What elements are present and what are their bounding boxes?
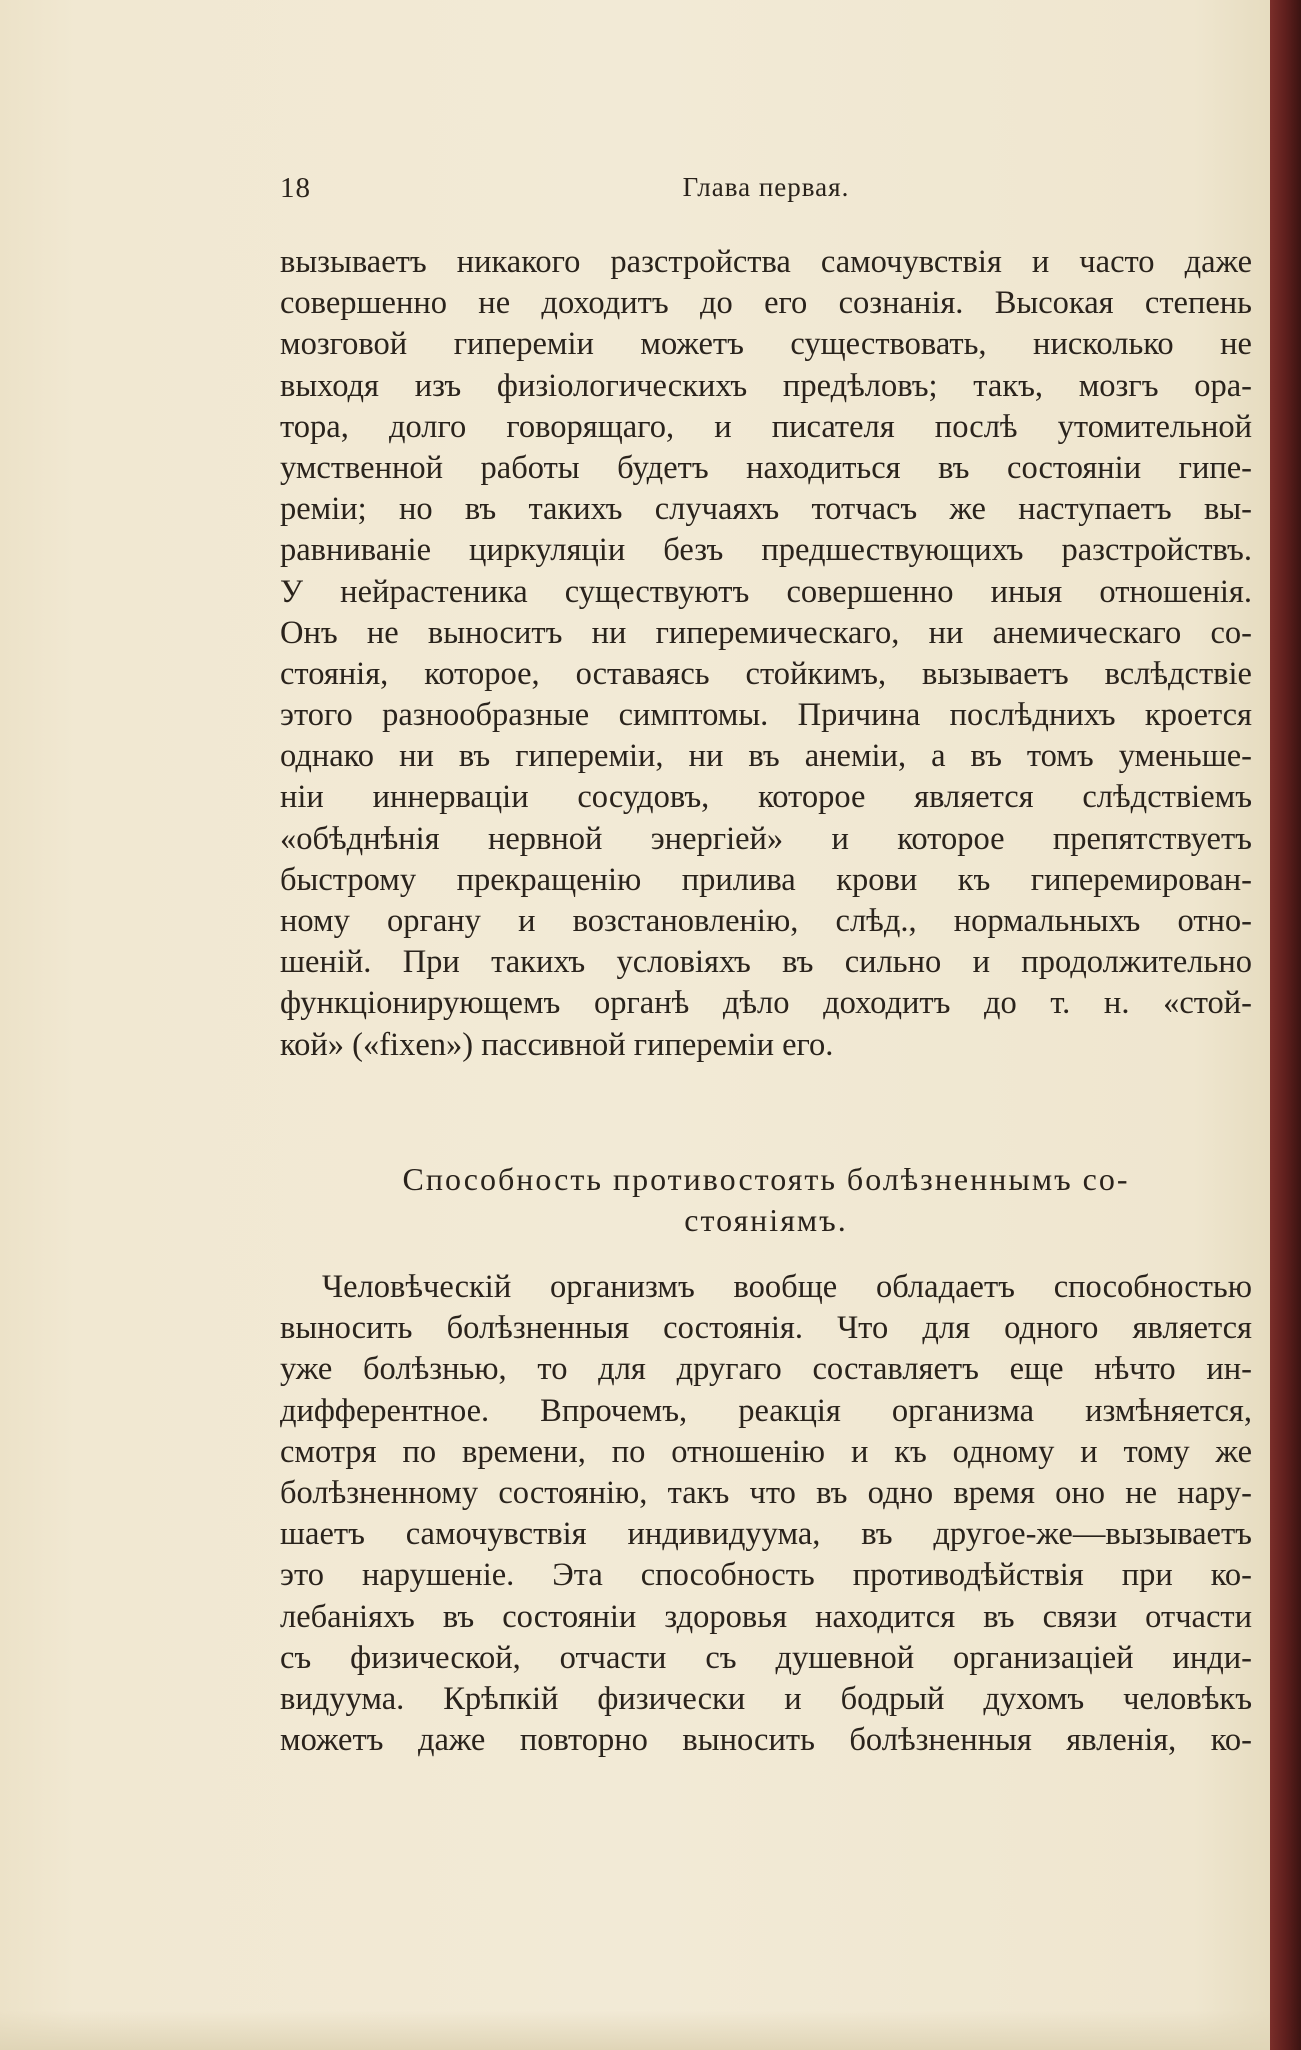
text-line: однако ни въ гипереміи, ни въ анеміи, а въ томъ уменьше- [280,738,1252,775]
text-line: этого разнообразные симптомы. Причина послѣднихъ кроется [280,697,1252,734]
text-line: выходя изъ физіологическихъ предѣловъ; такъ, мозгъ ора- [280,367,1252,404]
text-line: видуума. Крѣпкій физически и бодрый духомъ человѣкъ [280,1680,1252,1717]
paragraph-2 [280,1267,1252,1761]
heading-line: стояніямъ. [684,1202,848,1239]
paragraph-1 [280,242,1252,1066]
text-line: можетъ даже повторно выносить болѣзненныя явленія, ко- [280,1722,1252,1759]
text-line: Онъ не выноситъ ни гиперемическаго, ни анемическаго со- [280,614,1252,651]
page-header [280,172,1252,214]
text-line: это нарушеніе. Эта способность противодѣйствія при ко- [280,1557,1252,1594]
page-bottom-shade [0,2010,1270,2050]
text-line: вызываетъ никакого разстройства самочувствія и часто даже [280,244,1252,280]
text-line: совершенно не доходитъ до его сознанія. Высокая степень [280,285,1252,322]
text-line: ному органу и возстановленію, слѣд., нормальныхъ отно- [280,903,1252,939]
page-number: 18 [280,172,311,204]
text-line: смотря по времени, по отношенію и къ одному и тому же [280,1433,1252,1470]
text-line: ніи иннерваціи сосудовъ, которое является слѣдствіемъ [280,779,1252,816]
text-line: быстрому прекращенію прилива крови къ гиперемирован- [280,861,1252,898]
text-line: шеній. При такихъ условіяхъ въ сильно и продолжительно [280,944,1252,981]
text-line: умственной работы будетъ находиться въ состояніи гипе- [280,449,1252,486]
text-line: шаетъ самочувствія индивидуума, въ другое-же—вызываетъ [280,1516,1252,1553]
text-line: «обѣднѣнія нервной энергіей» и которое препятствуетъ [280,820,1252,857]
text-line: У нейрастеника существуютъ совершенно иныя отношенія. [280,573,1252,610]
text-line: болѣзненному состоянію, такъ что въ одно время оно не нару- [280,1474,1252,1511]
text-line: равниваніе циркуляціи безъ предшествующихъ разстройствъ. [280,532,1252,569]
text-line: функціонирующемъ органѣ дѣло доходитъ до т. н. «стой- [280,985,1252,1022]
binding-edge [1270,0,1301,2050]
text-line: стоянія, которое, оставаясь стойкимъ, вызываетъ вслѣдствіе [280,655,1252,692]
section-heading [280,1158,1252,1240]
text-line: съ физической, отчасти съ душевной организаціей инди- [280,1639,1252,1676]
text-line: уже болѣзнью, то для другаго составляетъ еще нѣчто ин- [280,1351,1252,1388]
text-line: кой» («fixen») пассивной гипереміи его. [280,1026,834,1063]
text-line: выносить болѣзненныя состоянія. Что для одного является [280,1310,1252,1347]
running-title: Глава первая. [682,172,850,202]
text-line: Человѣческій организмъ вообще обладаетъ способностью [322,1269,1252,1305]
heading-line: Способность противостоять болѣзненнымъ со- [402,1161,1130,1197]
text-line: реміи; но въ такихъ случаяхъ тотчасъ же наступаетъ вы- [280,491,1252,528]
text-line: дифферентное. Впрочемъ, реакція организма измѣняется, [280,1392,1252,1429]
text-line: мозговой гипереміи можетъ существовать, нисколько не [280,326,1252,363]
text-line: лебаніяхъ въ состояніи здоровья находится въ связи отчасти [280,1598,1252,1635]
text-line: тора, долго говорящаго, и писателя послѣ утомительной [280,408,1252,445]
